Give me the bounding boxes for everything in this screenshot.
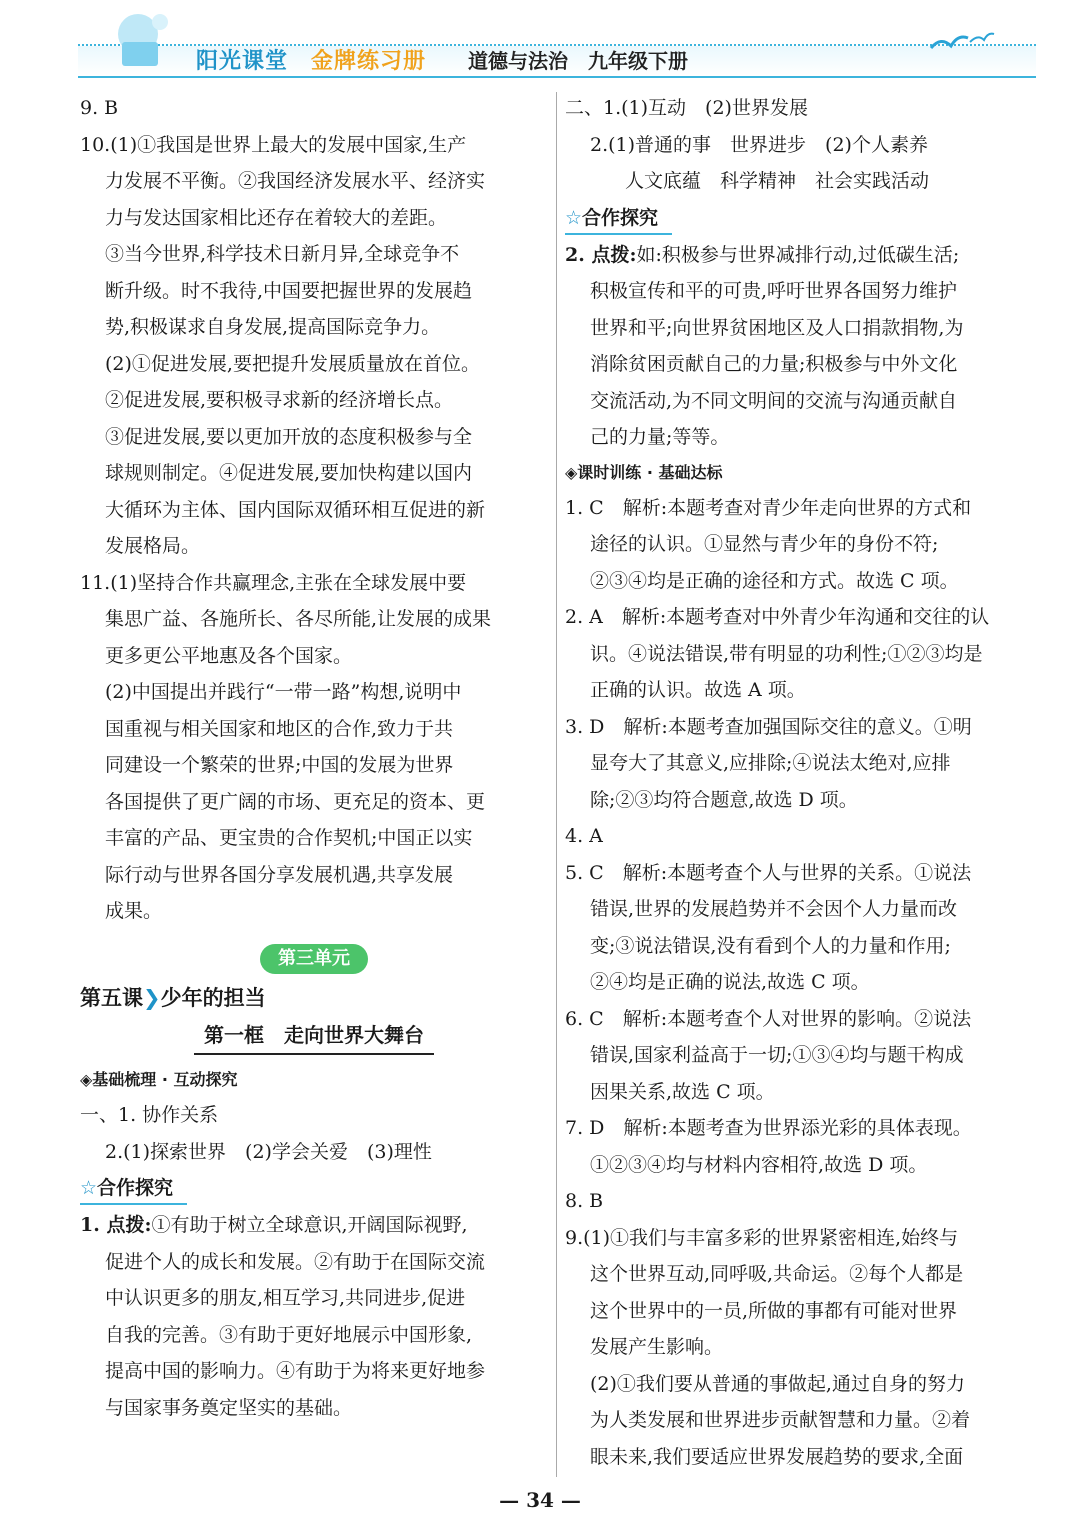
- answer-line: (2)①我们要从普通的事做起,通过自身的努力: [590, 1372, 965, 1395]
- answer-line: 国重视与相关国家和地区的合作,致力于共: [105, 717, 454, 740]
- answer-line: 一、1. 协作关系: [80, 1104, 219, 1126]
- answer-line: (2)中国提出并践行“一带一路”构想,说明中: [105, 681, 462, 703]
- answer-line: 二、1.(1)互动 (2)世界发展: [565, 97, 808, 119]
- frame-heading-wrap: [80, 1017, 548, 1056]
- lesson-heading: [80, 980, 548, 1017]
- answer-line: 大循环为主体、国内国际双循环相互促进的新: [105, 498, 486, 521]
- answer-line: 10.(1)①我国是世界上最大的发展中国家,生产: [80, 133, 467, 156]
- answer-line: 与国家事务奠定坚实的基础。: [105, 1396, 353, 1419]
- lesson-number: 第五课: [80, 986, 143, 1010]
- answer-line: 11.(1)坚持合作共赢理念,主张在全球发展中要: [80, 571, 467, 594]
- answer-line: 为人类发展和世界进步贡献智慧和力量。②着: [590, 1409, 971, 1431]
- answer-line: 1. 点拨:①有助于树立全球意识,开阔国际视野,: [80, 1214, 468, 1236]
- header-subject: 道德与法治 九年级下册: [468, 49, 688, 73]
- answer-line: 眼未来,我们要适应世界发展趋势的要求,全面: [590, 1445, 964, 1468]
- answer-line: 更多更公平地惠及各个国家。: [105, 644, 353, 667]
- answer-line: 2. A 解析:本题考查对中外青少年沟通和交往的认: [565, 606, 990, 628]
- header-decoration-icon: [108, 8, 178, 70]
- answer-line: 这个世界中的一员,所做的事都有可能对世界: [590, 1299, 958, 1322]
- page-header: [78, 8, 1036, 78]
- answer-line: 除;②③均符合题意,故选 D 项。: [590, 788, 858, 811]
- answer-line: 发展格局。: [105, 535, 201, 557]
- answer-line: 5. C 解析:本题考查个人与世界的关系。①说法: [565, 861, 972, 884]
- answer-line: 2.(1)普通的事 世界进步 (2)个人素养: [590, 133, 928, 156]
- answer-line: 正确的认识。故选 A 项。: [590, 679, 806, 701]
- answer-line: 8. B: [565, 1190, 604, 1212]
- answer-line: 世界和平;向世界贫困地区及人口捐款捐物,为: [590, 316, 964, 339]
- answer-line: 错误,世界的发展趋势并不会因个人力量而改: [590, 898, 958, 920]
- answer-line: 提高中国的影响力。④有助于为将来更好地参: [105, 1360, 486, 1382]
- answer-line: 1. C 解析:本题考查对青少年走向世界的方式和: [565, 496, 972, 519]
- answer-line: ②④均是正确的说法,故选 C 项。: [590, 971, 870, 993]
- answer-line: 6. C 解析:本题考查个人对世界的影响。②说法: [565, 1007, 972, 1030]
- cooperation-heading: ☆合作探究: [80, 1170, 548, 1207]
- answer-line: 自我的完善。③有助于更好地展示中国形象,: [105, 1323, 473, 1346]
- page-number: — 34 —: [499, 1488, 581, 1512]
- answer-line: 力与发达国家相比还存在着较大的差距。: [105, 206, 448, 229]
- answer-line: 断升级。时不我待,中国要把握世界的发展趋: [105, 279, 473, 302]
- answer-line: 3. D 解析:本题考查加强国际交往的意义。①明: [565, 715, 972, 738]
- answer-line: 2.(1)探索世界 (2)学会关爱 (3)理性: [105, 1140, 432, 1163]
- section-heading: ◈课时训练 · 基础达标: [565, 462, 723, 482]
- star-icon: ☆: [565, 206, 583, 229]
- answer-line: 9.(1)①我们与丰富多彩的世界紧密相连,始终与: [565, 1226, 959, 1249]
- right-column: [565, 90, 1035, 1475]
- answer-line: 4. A: [565, 825, 603, 847]
- answer-line: 同建设一个繁荣的世界;中国的发展为世界: [105, 754, 454, 776]
- answer-line: 己的力量;等等。: [590, 426, 730, 448]
- answer-line: ③促进发展,要以更加开放的态度积极参与全: [105, 425, 473, 448]
- left-column: [80, 90, 548, 1426]
- unit-banner: [80, 940, 548, 977]
- answer-line: 集思广益、各施所长、各尽所能,让发展的成果: [105, 608, 492, 630]
- answer-line: 势,积极谋求自身发展,提高国际竞争力。: [105, 316, 441, 338]
- answer-line: ②③④均是正确的途径和方式。故选 C 项。: [590, 569, 959, 592]
- answer-line: 交流活动,为不同文明间的交流与沟通贡献自: [590, 389, 958, 412]
- answer-line: 丰富的产品、更宝贵的合作契机;中国正以实: [105, 827, 473, 849]
- cooperation-heading: ☆合作探究: [565, 200, 1035, 237]
- answer-line: ①②③④均与材料内容相符,故选 D 项。: [590, 1153, 928, 1176]
- answer-line: (2)①促进发展,要把提升发展质量放在首位。: [105, 352, 480, 375]
- section-heading: ◈基础梳理 · 互动探究: [80, 1070, 238, 1089]
- frame-heading: 第一框 走向世界大舞台: [194, 1017, 434, 1056]
- answer-line: 2. 点拨:如:积极参与世界减排行动,过低碳生活;: [565, 243, 960, 266]
- answer-line: 7. D 解析:本题考查为世界添光彩的具体表现。: [565, 1117, 972, 1139]
- answer-line: 力发展不平衡。②我国经济发展水平、经济实: [105, 170, 486, 192]
- answer-line: 消除贫困贡献自己的力量;积极参与中外文化: [590, 353, 958, 375]
- answer-line: 变;③说法错误,没有看到个人的力量和作用;: [590, 934, 951, 957]
- answer-line: 积极宣传和平的可贵,呼吁世界各国努力维护: [590, 280, 958, 302]
- answer-line: 成果。: [105, 900, 163, 922]
- header-brand: 阳光课堂 金牌练习册: [196, 49, 427, 74]
- answer-line: 球规则制定。④促进发展,要加快构建以国内: [105, 462, 473, 484]
- answer-line: 途径的认识。①显然与青少年的身份不符;: [590, 533, 939, 555]
- answer-line: 9. B: [80, 97, 119, 119]
- answer-line: ②促进发展,要积极寻求新的经济增长点。: [105, 389, 454, 411]
- answer-line: 这个世界互动,同呼吸,共命运。②每个人都是: [590, 1263, 964, 1285]
- answer-line: 识。④说法错误,带有明显的功利性;①②③均是: [590, 642, 983, 665]
- answer-line: 发展产生影响。: [590, 1336, 724, 1358]
- answer-line: 促进个人的成长和发展。②有助于在国际交流: [105, 1250, 486, 1273]
- answer-line: 中认识更多的朋友,相互学习,共同进步,促进: [105, 1287, 466, 1309]
- answer-line: ③当今世界,科学技术日新月异,全球竞争不: [105, 243, 460, 265]
- answer-line: 各国提供了更广阔的市场、更充足的资本、更: [105, 790, 486, 813]
- lesson-title: 少年的担当: [160, 986, 266, 1010]
- answer-line: 显夸大了其意义,应排除;④说法太绝对,应排: [590, 752, 951, 774]
- answer-line: 因果关系,故选 C 项。: [590, 1080, 775, 1103]
- star-icon: ☆: [80, 1177, 98, 1199]
- unit-label: 第三单元: [260, 944, 368, 974]
- birds-icon: [926, 28, 996, 58]
- column-divider: [556, 92, 557, 1477]
- answer-line: 人文底蕴 科学精神 社会实践活动: [625, 170, 930, 192]
- chevron-right-icon: ❯: [143, 986, 161, 1010]
- answer-line: 错误,国家利益高于一切;①③④均与题干构成: [590, 1044, 964, 1066]
- answer-line: 际行动与世界各国分享发展机遇,共享发展: [105, 863, 454, 886]
